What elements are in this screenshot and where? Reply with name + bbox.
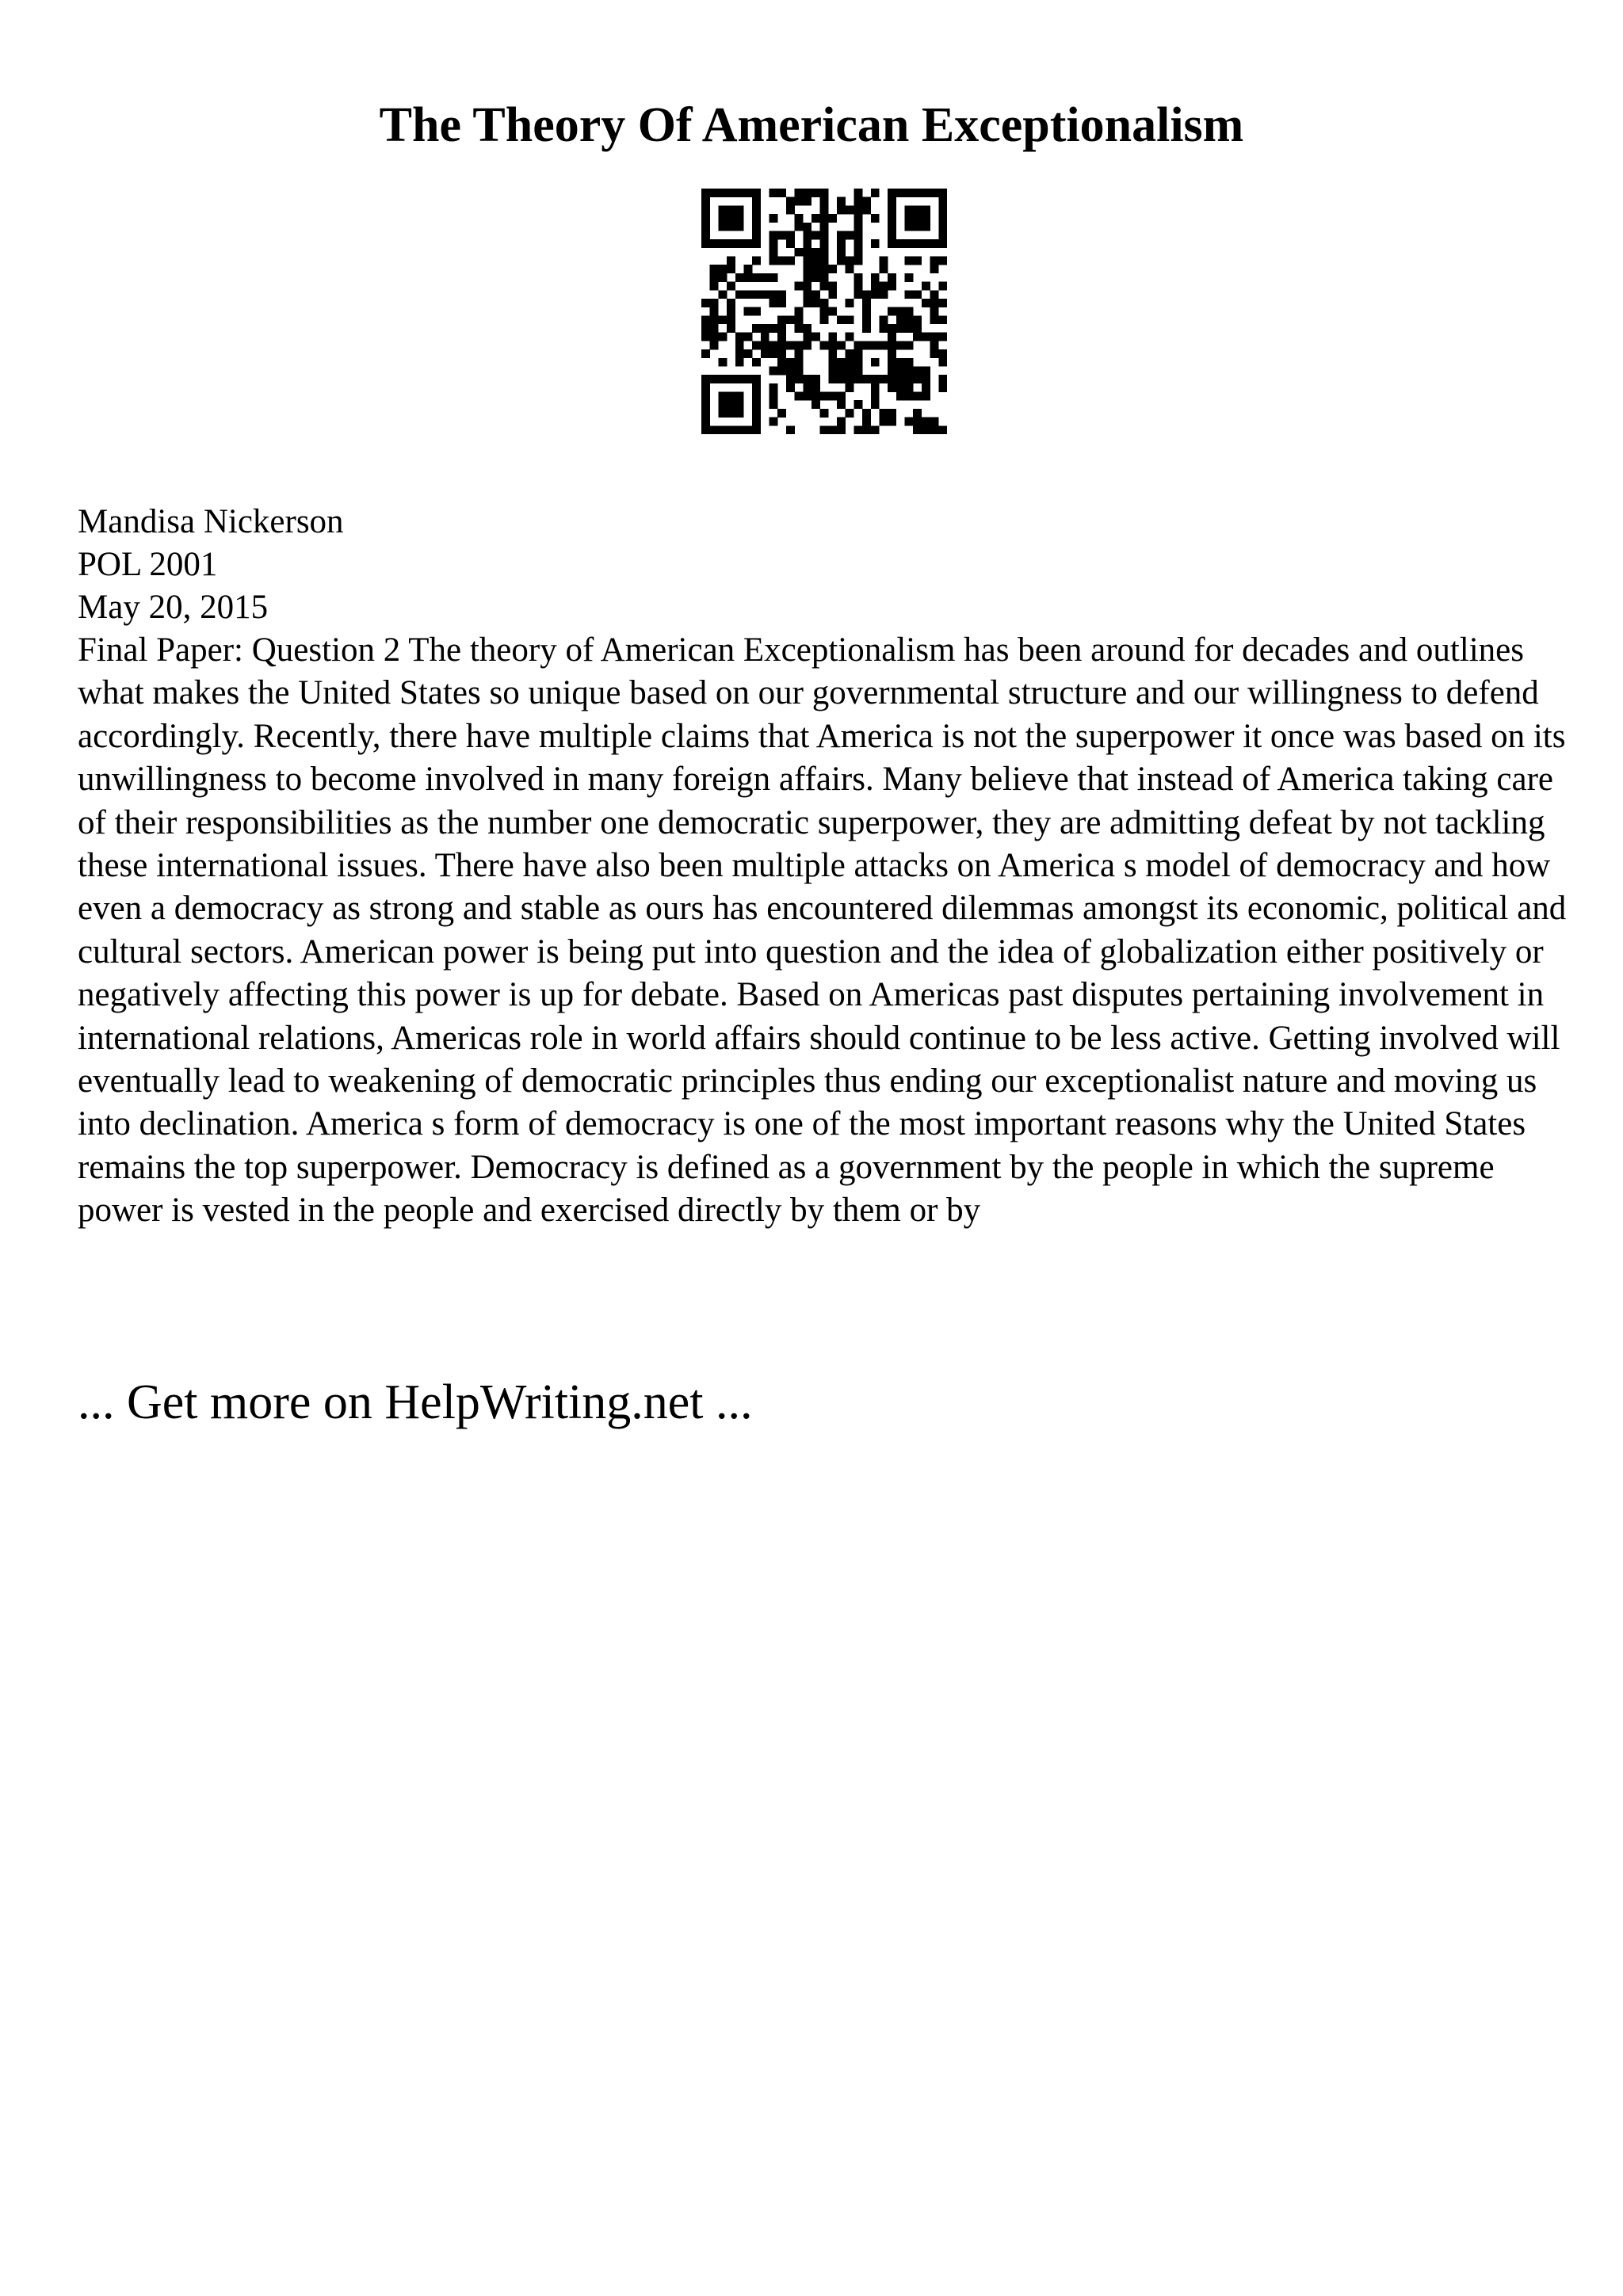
- page-title: The Theory Of American Exceptionalism: [379, 98, 1244, 152]
- course-code: POL 2001: [78, 546, 218, 583]
- author-name: Mandisa Nickerson: [78, 503, 344, 540]
- document-date: May 20, 2015: [78, 589, 269, 626]
- qr-code-icon: [701, 189, 947, 434]
- document-meta: [78, 501, 1568, 629]
- get-more-link[interactable]: ... Get more on HelpWriting.net ...: [78, 1375, 753, 1429]
- body-paragraph: Final Paper: Question 2 The theory of American Exceptionalism has been around for decades and outlines what makes the United States so unique based on our governmental structure and our willingness to defend accordingly. Recently, there have multiple claims that America is not the superpower it once was based on its unwillingness to become involved in many foreign affairs. Many believe that instead of America taking care of their responsibilities as the number one democratic superpower, they are admitting defeat by not tackling these international issues. There have also been multiple attacks on America s model of democracy and how even a democracy as strong and stable as ours has encountered dilemmas amongst its economic, political and cultural sectors. American power is being put into question and the idea of globalization either positively or negatively affecting this power is up for debate. Based on Americas past disputes pertaining involvement in international relations, Americas role in world affairs should continue to be less active. Getting involved will eventually lead to weakening of democratic principles thus ending our exceptionalist nature and moving us into declination. America s form of democracy is one of the most important reasons why the United States remains the top superpower. Democracy is defined as a government by the people in which the supreme power is vested in the people and exercised directly by them or by: [78, 631, 1567, 1230]
